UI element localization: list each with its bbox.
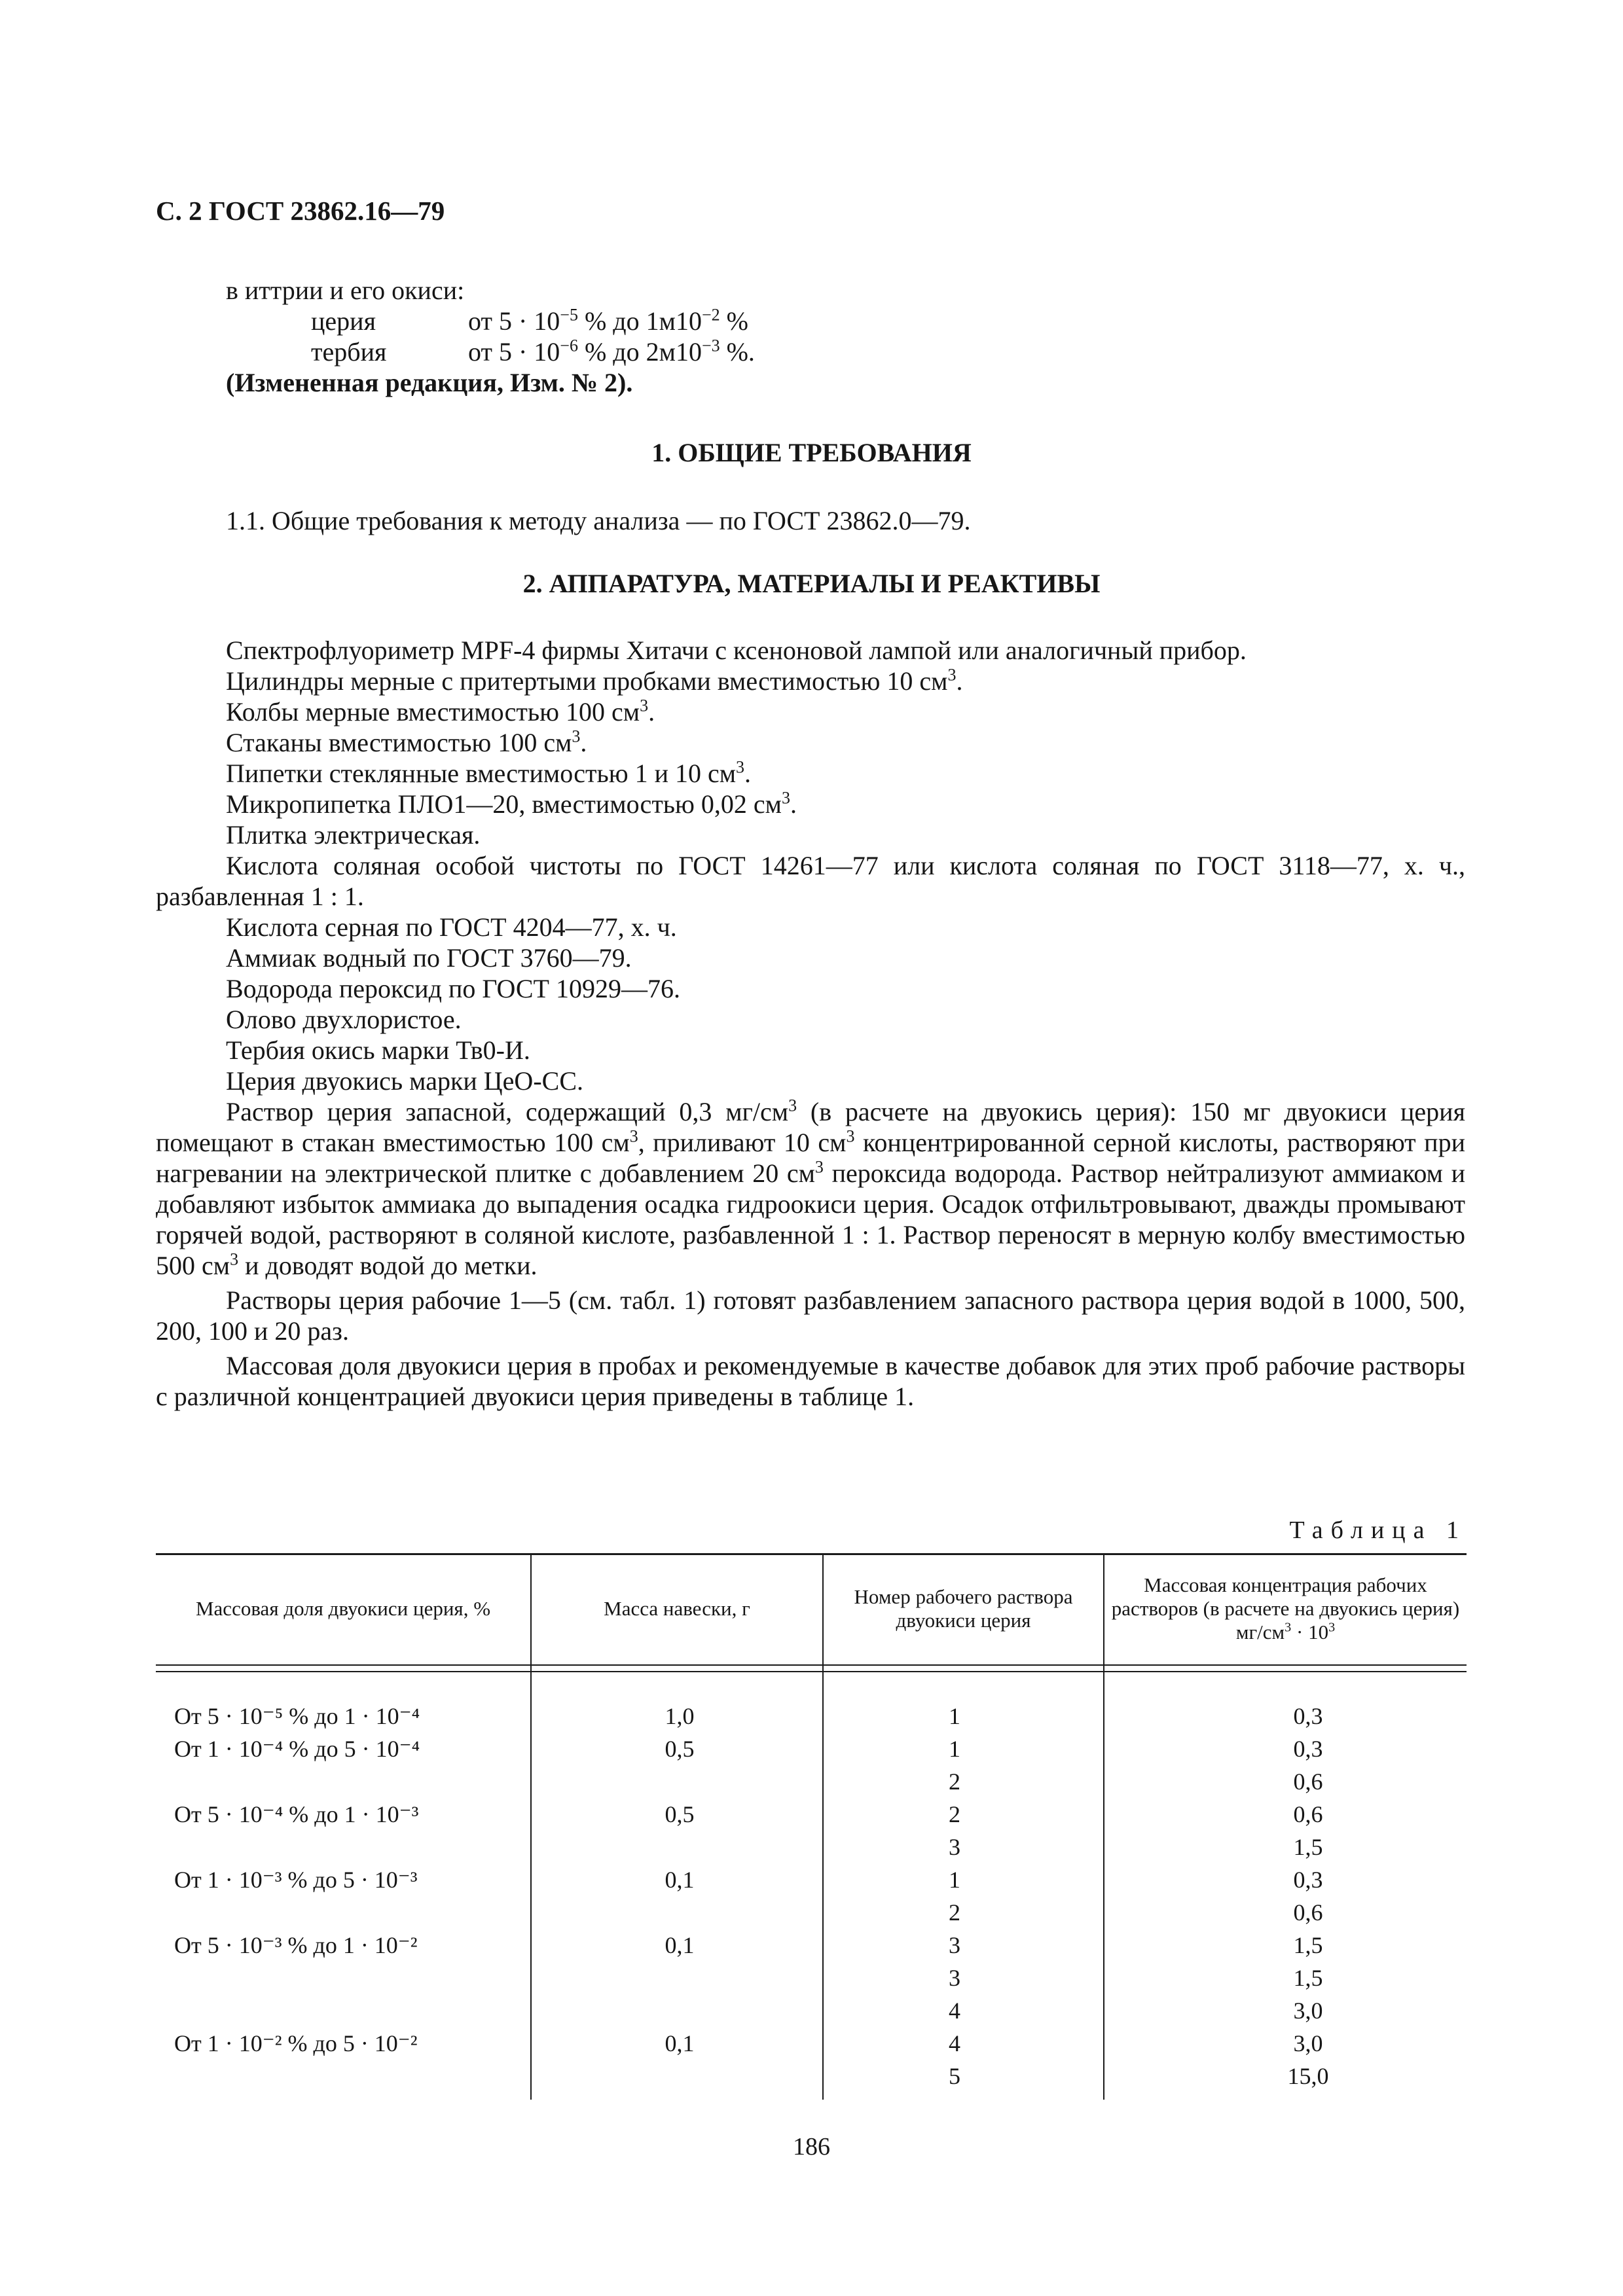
table-row: 5 15,0 [949,2063,1329,2089]
list-item: Плитка электрическая. [226,820,481,850]
intro-lead: в иттрии и его окиси: [226,276,465,305]
mass-fraction-paragraph: Массовая доля двуокиси церия в пробах и рекомендуемые в качестве добавок для этих проб рабочие растворы с различной концентрацией двуокиси церия приведены в таблице 1. [156,1351,1465,1411]
table-header-solution-number: Номер рабочего раствора двуокиси церия [854,1585,1073,1632]
table-row: 4 3,0 [949,1998,1323,2024]
table-row: От 5 · 10⁻³ % до 1 · 10⁻² 0,1 3 1,5 [174,1932,1323,1958]
table-header-sample-mass: Масса навески, г [604,1597,750,1620]
table-body [156,1702,1467,2095]
list-item: Аммиак водный по ГОСТ 3760—79. [226,943,632,973]
table-row: От 1 · 10⁻³ % до 5 · 10⁻³ 0,1 1 0,3 [174,1867,1323,1893]
range-text: от $5 \cdot 10^{-6}$ % до $2м10^{-3}$ %. [468,336,755,367]
list-item: Тербия окись марки Тв0-И. [226,1035,530,1065]
list-item: Водорода пероксид по ГОСТ 10929—76. [226,974,680,1003]
list-item: Олово двухлористое. [226,1005,462,1034]
revision-note: (Измененная редакция, Изм. № 2). [226,368,633,397]
list-item: Микропипетка ПЛО1—20, вместимостью 0,02 $см^3$. [226,788,797,819]
table-row: 2 0,6 [949,1899,1323,1926]
working-solutions-paragraph: Растворы церия рабочие 1—5 (см. табл. 1) готовят разбавлением запасного раствора церия водой в 1000, 500, 200, 100 и 20 раз. [156,1285,1465,1346]
intro-block [226,275,1470,398]
list-item: Цилиндры мерные с притертыми пробками вместимостью 10 $см^3$. [226,665,963,696]
section-title-apparatus: 2. АППАРАТУРА, МАТЕРИАЛЫ И РЕАКТИВЫ [522,569,1101,598]
range-terbium [226,336,1470,367]
page-header: С. 2 ГОСТ 23862.16—79 [156,196,445,226]
table-row: 3 1,5 [949,1965,1323,1991]
list-item: Кислота серная по ГОСТ 4204—77, х. ч. [226,912,677,942]
table-header-mass-fraction: Массовая доля двуокиси церия, % [195,1597,491,1620]
range-element: тербия [311,337,387,367]
table-header-concentration: Массовая концентрация рабочих растворов (в расчете на двуокись церия) $мг/см^3 \cdot 10^3$ [1111,1573,1460,1643]
table-row: От 1 · 10⁻⁴ % до 5 · 10⁻⁴ 0,5 1 0,3 [174,1736,1323,1762]
list-item: Стаканы вместимостью 100 $см^3$. [226,726,587,757]
page-number: 186 [793,2133,830,2161]
table-row: 2 0,6 [949,1768,1323,1795]
list-item: Колбы мерные вместимостью 100 $см^3$. [226,696,655,726]
table-row: От 5 · 10⁻⁵ % до 1 · 10⁻⁴ 1,0 1 0,3 [174,1703,1323,1729]
table-row: 3 1,5 [949,1834,1323,1860]
table-row: От 5 · 10⁻⁴ % до 1 · 10⁻³ 0,5 2 0,6 [174,1801,1323,1827]
section-title-general: 1. ОБЩИЕ ТРЕБОВАНИЯ [651,438,972,467]
list-item: Спектрофлуориметр MPF-4 фирмы Хитачи с ксеноновой лампой или аналогичный прибор. [226,636,1247,665]
list-item: Кислота соляная особой чистоты по ГОСТ 14261—77 или кислота соляная по ГОСТ 3118—77, х. ч., разбавленная 1 : 1. [156,851,1465,911]
apparatus-list [156,635,1465,1412]
table-row: От 1 · 10⁻² % до 5 · 10⁻² 0,1 4 3,0 [174,2030,1323,2056]
table-rule-header [156,1664,1467,1666]
paragraph-1-1: 1.1. Общие требования к методу анализа — по ГОСТ 23862.0—79. [226,506,971,535]
list-item: Церия двуокись марки ЦеО-СС. [226,1066,583,1096]
range-element: церия [311,306,376,336]
list-item: Пипетки стеклянные вместимостью 1 и 10 $см^3$. [226,757,752,788]
table-rule-header-double [156,1671,1467,1672]
range-text: от $5 \cdot 10^{-5}$ % до $1м10^{-2}$ % [468,305,748,336]
range-cerium [226,306,1470,336]
stock-solution-paragraph: Раствор церия запасной, содержащий 0,3 $мг/см^3$ (в расчете на двуокись церия): 150 мг двуокиси церия помещают в стакан вместимостью 100 $см^3$, приливают 10 $см^3$ концентрированной серной кислоты, растворяют при нагревании на электрической плитке с добавлением 20 $см^3$ пероксида водорода. Раствор нейтрализуют аммиаком и добавляют избыток аммиака до выпадения осадка гидроокиси церия. Осадок отфильтровывают, дважды промывают горячей водой, растворяют в соляной кислоте, разбавленной 1 : 1. Раствор переносят в мерную колбу вместимостью 500 $см^3$ и доводят водой до метки. [156,1096,1466,1280]
table-caption: Таблица 1 [1289,1516,1467,1544]
